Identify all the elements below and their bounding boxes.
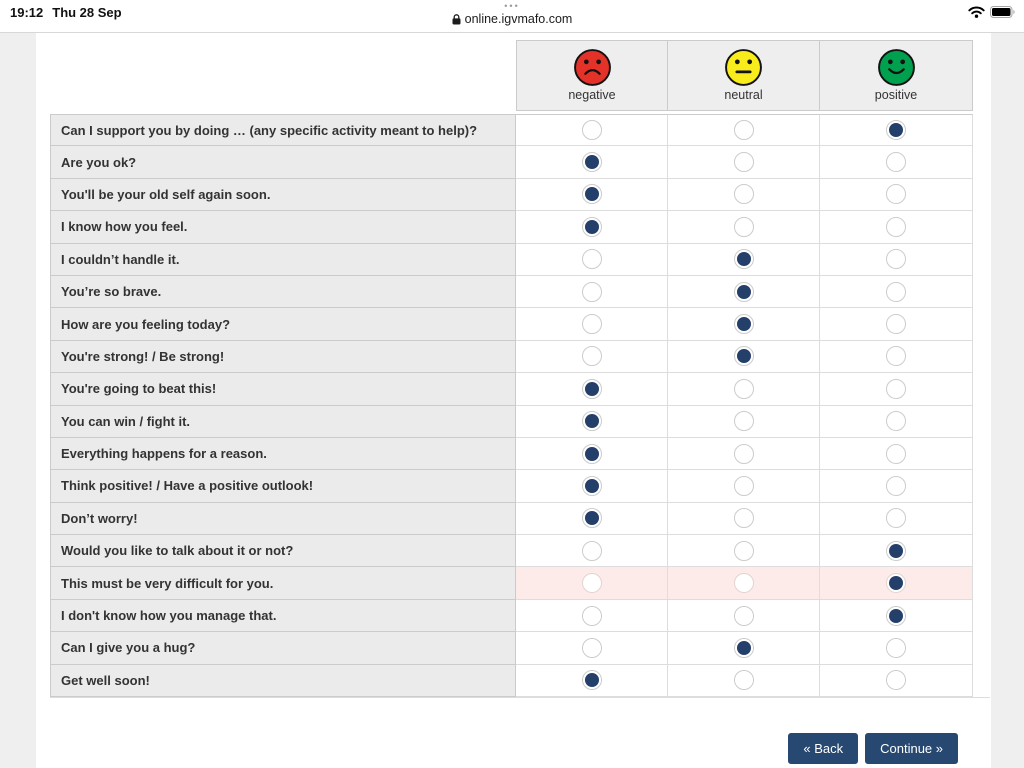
radio-neutral[interactable] — [734, 670, 754, 690]
answer-cell-neutral — [668, 146, 820, 178]
survey-table — [50, 40, 973, 697]
answer-cell-neutral — [668, 211, 820, 243]
answer-cell-positive — [820, 438, 973, 470]
survey-page — [36, 33, 991, 768]
radio-neutral-selected[interactable] — [734, 314, 754, 334]
neutral-face-icon — [724, 48, 763, 87]
statement-cell: Can I give you a hug? — [50, 632, 516, 664]
header-corner-cell — [50, 40, 516, 111]
radio-neutral[interactable] — [734, 217, 754, 237]
answer-cell-neutral — [668, 665, 820, 697]
answer-cell-negative — [516, 632, 668, 664]
radio-positive[interactable] — [886, 346, 906, 366]
answer-cell-neutral — [668, 567, 820, 599]
radio-neutral[interactable] — [734, 573, 754, 593]
statement-cell: This must be very difficult for you. — [50, 567, 516, 599]
radio-neutral[interactable] — [734, 541, 754, 561]
option-label-positive: positive — [874, 88, 918, 102]
answer-cell-neutral — [668, 406, 820, 438]
statement-cell: You're going to beat this! — [50, 373, 516, 405]
continue-button[interactable]: Continue » — [865, 733, 958, 764]
radio-positive[interactable] — [886, 314, 906, 334]
answer-cell-negative — [516, 406, 668, 438]
answer-cell-positive — [820, 114, 973, 146]
answer-cell-negative — [516, 535, 668, 567]
radio-negative-selected[interactable] — [582, 152, 602, 172]
statement-cell: How are you feeling today? — [50, 308, 516, 340]
radio-positive[interactable] — [886, 184, 906, 204]
radio-positive[interactable] — [886, 638, 906, 658]
answer-cell-neutral — [668, 535, 820, 567]
radio-neutral[interactable] — [734, 120, 754, 140]
option-header-negative — [516, 40, 668, 111]
statement-cell: Would you like to talk about it or not? — [50, 535, 516, 567]
radio-positive[interactable] — [886, 508, 906, 528]
answer-cell-positive — [820, 470, 973, 502]
radio-neutral[interactable] — [734, 606, 754, 626]
statement-cell: Think positive! / Have a positive outlook! — [50, 470, 516, 502]
answer-cell-positive — [820, 406, 973, 438]
statement-cell: You can win / fight it. — [50, 406, 516, 438]
status-date: Thu 28 Sep — [52, 5, 122, 20]
radio-neutral[interactable] — [734, 508, 754, 528]
back-button[interactable]: « Back — [788, 733, 858, 764]
battery-icon — [990, 6, 1016, 18]
answer-cell-neutral — [668, 308, 820, 340]
statement-cell: I know how you feel. — [50, 211, 516, 243]
radio-positive[interactable] — [886, 670, 906, 690]
table-header-row — [50, 40, 973, 111]
url-text: online.igvmafo.com — [464, 12, 573, 26]
answer-cell-negative — [516, 276, 668, 308]
radio-negative[interactable] — [582, 346, 602, 366]
radio-negative[interactable] — [582, 120, 602, 140]
radio-negative-selected[interactable] — [582, 508, 602, 528]
answer-cell-negative — [516, 438, 668, 470]
radio-neutral[interactable] — [734, 411, 754, 431]
answer-cell-positive — [820, 308, 973, 340]
radio-negative-selected[interactable] — [582, 379, 602, 399]
status-bar — [0, 0, 1024, 33]
statement-cell: Are you ok? — [50, 146, 516, 178]
answer-cell-positive — [820, 567, 973, 599]
answer-cell-neutral — [668, 373, 820, 405]
table-body — [50, 114, 973, 697]
statement-cell: I couldn’t handle it. — [50, 244, 516, 276]
radio-negative-selected[interactable] — [582, 411, 602, 431]
radio-negative-selected[interactable] — [582, 444, 602, 464]
answer-cell-negative — [516, 179, 668, 211]
answer-cell-neutral — [668, 276, 820, 308]
option-label-neutral: neutral — [724, 88, 763, 102]
radio-positive[interactable] — [886, 282, 906, 302]
status-time: 19:12 — [10, 5, 44, 20]
answer-cell-positive — [820, 373, 973, 405]
answer-cell-neutral — [668, 470, 820, 502]
radio-neutral[interactable] — [734, 444, 754, 464]
radio-negative-selected[interactable] — [582, 670, 602, 690]
answer-cell-neutral — [668, 341, 820, 373]
answer-cell-positive — [820, 632, 973, 664]
radio-neutral[interactable] — [734, 379, 754, 399]
answer-cell-negative — [516, 567, 668, 599]
answer-cell-positive — [820, 665, 973, 697]
statement-cell: You'll be your old self again soon. — [50, 179, 516, 211]
radio-negative-selected[interactable] — [582, 476, 602, 496]
radio-negative[interactable] — [582, 541, 602, 561]
radio-neutral[interactable] — [734, 476, 754, 496]
radio-neutral[interactable] — [734, 152, 754, 172]
answer-cell-neutral — [668, 438, 820, 470]
radio-negative-selected[interactable] — [582, 184, 602, 204]
radio-positive[interactable] — [886, 444, 906, 464]
radio-positive[interactable] — [886, 217, 906, 237]
radio-positive-selected[interactable] — [886, 606, 906, 626]
answer-cell-negative — [516, 373, 668, 405]
radio-positive-selected[interactable] — [886, 120, 906, 140]
answer-cell-negative — [516, 114, 668, 146]
answer-cell-negative — [516, 341, 668, 373]
tab-dots-indicator: ••• — [504, 1, 520, 11]
answer-cell-positive — [820, 179, 973, 211]
answer-cell-negative — [516, 470, 668, 502]
answer-cell-negative — [516, 146, 668, 178]
option-header-neutral — [668, 40, 820, 111]
answer-cell-positive — [820, 211, 973, 243]
radio-positive[interactable] — [886, 411, 906, 431]
answer-cell-positive — [820, 535, 973, 567]
option-label-negative: negative — [568, 88, 616, 102]
radio-neutral-selected[interactable] — [734, 638, 754, 658]
radio-neutral-selected[interactable] — [734, 282, 754, 302]
answer-cell-positive — [820, 146, 973, 178]
statement-cell: Get well soon! — [50, 665, 516, 697]
answer-cell-negative — [516, 211, 668, 243]
lock-icon — [452, 14, 461, 25]
url-bar[interactable] — [0, 12, 1024, 26]
option-header-positive — [820, 40, 973, 111]
radio-negative[interactable] — [582, 606, 602, 626]
radio-neutral[interactable] — [734, 184, 754, 204]
answer-cell-neutral — [668, 179, 820, 211]
table-bottom-divider — [50, 697, 990, 698]
answer-cell-negative — [516, 600, 668, 632]
radio-positive-selected[interactable] — [886, 573, 906, 593]
radio-negative-selected[interactable] — [582, 217, 602, 237]
radio-negative[interactable] — [582, 249, 602, 269]
positive-face-icon — [877, 48, 916, 87]
answer-cell-negative — [516, 308, 668, 340]
answer-cell-neutral — [668, 114, 820, 146]
radio-positive-selected[interactable] — [886, 541, 906, 561]
radio-negative[interactable] — [582, 314, 602, 334]
statement-cell: I don't know how you manage that. — [50, 600, 516, 632]
answer-cell-positive — [820, 341, 973, 373]
radio-positive[interactable] — [886, 476, 906, 496]
radio-neutral-selected[interactable] — [734, 249, 754, 269]
answer-cell-positive — [820, 244, 973, 276]
radio-positive[interactable] — [886, 379, 906, 399]
answer-cell-neutral — [668, 632, 820, 664]
answer-cell-positive — [820, 503, 973, 535]
answer-cell-neutral — [668, 600, 820, 632]
statement-cell: You’re so brave. — [50, 276, 516, 308]
radio-negative[interactable] — [582, 573, 602, 593]
statement-cell: Can I support you by doing … (any specific activity meant to help)? — [50, 114, 516, 146]
radio-positive[interactable] — [886, 249, 906, 269]
answer-cell-neutral — [668, 503, 820, 535]
negative-face-icon — [573, 48, 612, 87]
wifi-icon — [968, 6, 985, 18]
answer-cell-neutral — [668, 244, 820, 276]
answer-cell-positive — [820, 276, 973, 308]
statement-cell: Everything happens for a reason. — [50, 438, 516, 470]
radio-negative[interactable] — [582, 638, 602, 658]
answer-cell-negative — [516, 503, 668, 535]
answer-cell-positive — [820, 600, 973, 632]
radio-positive[interactable] — [886, 152, 906, 172]
answer-cell-negative — [516, 244, 668, 276]
answer-cell-negative — [516, 665, 668, 697]
footer-navigation — [788, 733, 958, 764]
radio-negative[interactable] — [582, 282, 602, 302]
statement-cell: You're strong! / Be strong! — [50, 341, 516, 373]
statement-cell: Don’t worry! — [50, 503, 516, 535]
radio-neutral-selected[interactable] — [734, 346, 754, 366]
